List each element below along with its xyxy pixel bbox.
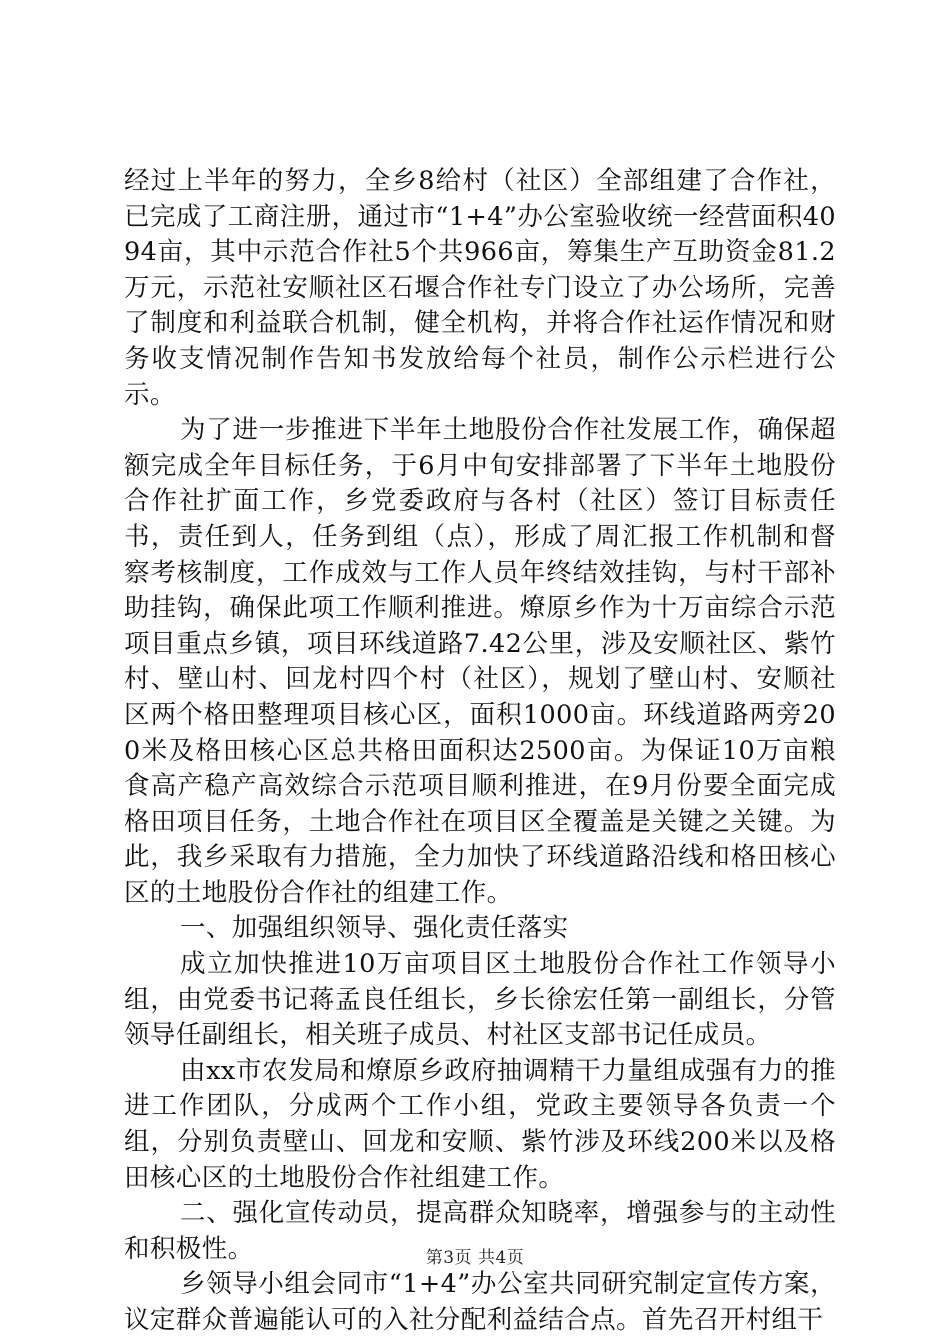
paragraph-2: 为了进一步推进下半年土地股份合作社发展工作，确保超额完成全年目标任务，于6月中旬安排部署了下半年土地股份合作社扩面工作，乡党委政府与各村（社区）签订目标责任书，责任到人，任务到组（点），形成了周汇报工作机制和督察考核制度，工作成效与工作人员年终结效挂钩，与村干部补助挂钩，确保此项工作顺利推进。燎原乡作为十万亩综合示范项目重点乡镇，项目环线道路7.42公里，涉及安顺社区、紫竹村、壁山村、回龙村四个村（社区），规划了壁山村、安顺社区两个格田整理项目核心区，面积1000亩。环线道路两旁200米及格田核心区总共格田面积达2500亩。为保证10万亩粮食高产稳产高效综合示范项目顺利推进，在9月份要全面完成格田项目任务，土地合作社在项目区全覆盖是关键之关键。为此，我乡采取有力措施，全力加快了环线道路沿线和格田核心区的土地股份合作社的组建工作。 — [124, 415, 836, 908]
document-body — [124, 164, 836, 1339]
section-heading-1: 一、加强组织领导、强化责任落实 — [180, 913, 569, 944]
paragraph-1: 经过上半年的努力，全乡8给村（社区）全部组建了合作社，已完成了工商注册，通过市“1+4”办公室验收统一经营面积4094亩，其中示范合作社5个共966亩，筹集生产互助资金81.2万元，示范社安顺社区石堰合作社专门设立了办公场所，完善了制度和利益联合机制，健全机构，并将合作社运作情况和财务收支情况制作告知书发放给每个社员，制作公示栏进行公示。 — [124, 166, 836, 410]
paragraph-4: 由xx市农发局和燎原乡政府抽调精干力量组成强有力的推进工作团队，分成两个工作小组，党政主要领导各负责一个组，分别负责壁山、回龙和安顺、紫竹涉及环线200米以及格田核心区的土地股份合作社组建工作。 — [124, 1055, 836, 1193]
paragraph-5: 乡领导小组会同市“1+4”办公室共同研究制定宣传方案，议定群众普遍能认可的入社分配利益结合点。首先召开村组干 — [124, 1269, 836, 1335]
paragraph-3: 成立加快推进10万亩项目区土地股份合作社工作领导小组，由党委书记蒋孟良任组长，乡长徐宏任第一副组长，分管领导任副组长，相关班子成员、村社区支部书记任成员。 — [124, 949, 836, 1051]
section-heading-2: 二、强化宣传动员，提高群众知晓率，增强参与的主动性和积极性。 — [124, 1198, 836, 1264]
page-footer: 第3页 共4页 — [425, 1248, 525, 1268]
